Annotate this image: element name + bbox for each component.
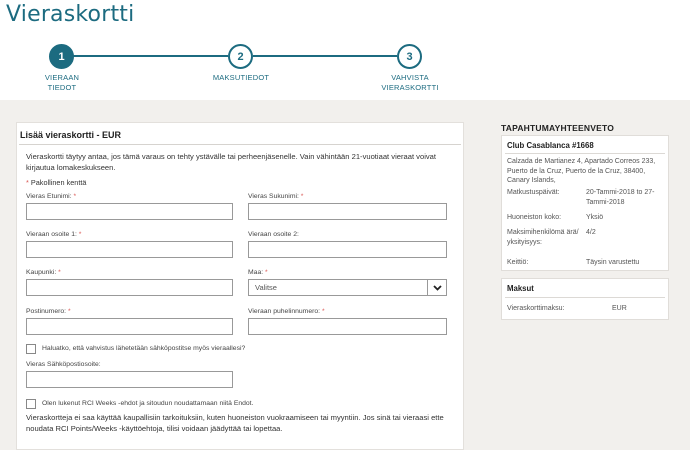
step-1-label <box>22 73 102 93</box>
step-2-circle: 2 <box>228 44 253 69</box>
progress-stepper <box>0 40 690 100</box>
postal-code-label-text: Postinumero: <box>26 308 67 315</box>
step-connector <box>253 55 397 57</box>
postal-code-label <box>26 308 71 315</box>
fees-title: Maksut <box>507 284 534 293</box>
kitchen-label: Keittiö: <box>507 259 529 266</box>
country-select-value: Valitse <box>255 283 277 292</box>
terms-checkbox[interactable] <box>26 399 36 409</box>
address2-label: Vieraan osoite 2: <box>248 231 299 238</box>
divider <box>19 144 461 145</box>
required-note-text: Pakollinen kenttä <box>30 178 87 187</box>
first-name-label-text: Vieras Etunimi: <box>26 193 72 200</box>
required-asterisk: * <box>26 178 31 187</box>
guest-certificate-form <box>16 122 464 450</box>
required-asterisk: * <box>78 231 82 238</box>
step-1-circle: 1 <box>49 44 74 69</box>
page-title: Vieraskortti <box>6 2 135 27</box>
kitchen-value: Täysin varustettu <box>586 259 640 266</box>
step-1-label-line2: TIEDOT <box>47 83 77 92</box>
email-confirm-checkbox[interactable] <box>26 344 36 354</box>
required-asterisk: * <box>58 269 61 276</box>
last-name-label <box>248 193 303 200</box>
last-name-label-text: Vieras Sukunimi: <box>248 193 299 200</box>
occupancy-label: Maksimihenkilömä ärä/ yksityisyys: <box>507 229 579 246</box>
phone-label-text: Vieraan puhelinnumero: <box>248 308 321 315</box>
fees-card <box>501 278 669 320</box>
step-3-label <box>370 73 450 93</box>
step-1-label-line1: VIERAAN <box>44 73 80 82</box>
first-name-label <box>26 193 76 200</box>
required-asterisk: * <box>67 308 71 315</box>
country-label-text: Maa: <box>248 269 264 276</box>
transaction-summary <box>493 118 677 326</box>
required-asterisk: * <box>265 269 268 276</box>
unit-size-label: Huoneiston koko: <box>507 214 562 221</box>
phone-input[interactable] <box>248 318 447 335</box>
email-confirm-label: Haluatko, että vahvistus lähetetään sähköpostitse myös vieraallesi? <box>42 345 246 352</box>
form-intro: Vieraskortti täytyy antaa, jos tämä varaus on tehty ystävälle tai perheenjäsenelle. Vain vähintään 21-vuotiaat vieraat voivat kirjautua lomakeskukseen. <box>26 152 437 172</box>
country-label <box>248 269 268 276</box>
last-name-input[interactable] <box>248 203 447 220</box>
usage-disclaimer: Vieraskortteja ei saa käyttää kaupallisiin tarkoituksiin, kuten huoneiston vuokraamiseen tai myyntiin. Jos sinä tai vieraasi ette noudata RCI Points/Weeks -käyttöehtoja, tilisi voidaan jäädyttää tai lopettaa. <box>26 413 444 433</box>
required-asterisk: * <box>300 193 304 200</box>
unit-size-value: Yksiö <box>586 214 604 221</box>
divider <box>505 153 665 154</box>
required-asterisk: * <box>73 193 77 200</box>
fee-label: Vieraskorttimaksu: <box>507 305 565 312</box>
address1-label <box>26 231 81 238</box>
travel-dates-label: Matkustuspäivät: <box>507 189 560 196</box>
divider <box>505 297 665 298</box>
guest-email-label: Vieras Sähköpostiosoite: <box>26 361 101 368</box>
country-select[interactable] <box>248 279 447 296</box>
required-note <box>26 178 86 187</box>
required-asterisk: * <box>321 308 325 315</box>
address2-input[interactable] <box>248 241 447 258</box>
city-input[interactable] <box>26 279 233 296</box>
summary-heading: TAPAHTUMAYHTEENVETO <box>501 123 615 133</box>
fee-value: EUR <box>612 305 627 312</box>
occupancy-value: 4/2 <box>586 229 596 236</box>
city-label <box>26 269 61 276</box>
travel-dates-value: 20-Tammi-2018 to 27-Tammi-2018 <box>586 189 655 206</box>
resort-name: Club Casablanca #1668 <box>507 141 594 150</box>
step-3-label-line1: VAHVISTA <box>391 73 429 82</box>
address1-input[interactable] <box>26 241 233 258</box>
phone-label <box>248 308 325 315</box>
step-3-label-line2: VIERASKORTTI <box>381 83 439 92</box>
resort-address: Calzada de Martianez 4, Apartado Correos 233, Puerto de la Cruz, Puerto de la Cruz, 38400, Canary Islands, <box>507 158 656 184</box>
step-2-label: MAKSUTIEDOT <box>212 73 270 82</box>
terms-label: Olen lukenut RCI Weeks -ehdot ja sitoudun noudattamaan niitä Endot. <box>42 400 254 407</box>
resort-card <box>501 135 669 271</box>
city-label-text: Kaupunki: <box>26 269 57 276</box>
guest-email-input[interactable] <box>26 371 233 388</box>
chevron-down-icon[interactable] <box>427 280 446 295</box>
address1-label-text: Vieraan osoite 1: <box>26 231 77 238</box>
step-connector <box>62 55 228 57</box>
first-name-input[interactable] <box>26 203 233 220</box>
postal-code-input[interactable] <box>26 318 233 335</box>
form-title: Lisää vieraskortti - EUR <box>20 130 122 140</box>
step-3-circle: 3 <box>397 44 422 69</box>
